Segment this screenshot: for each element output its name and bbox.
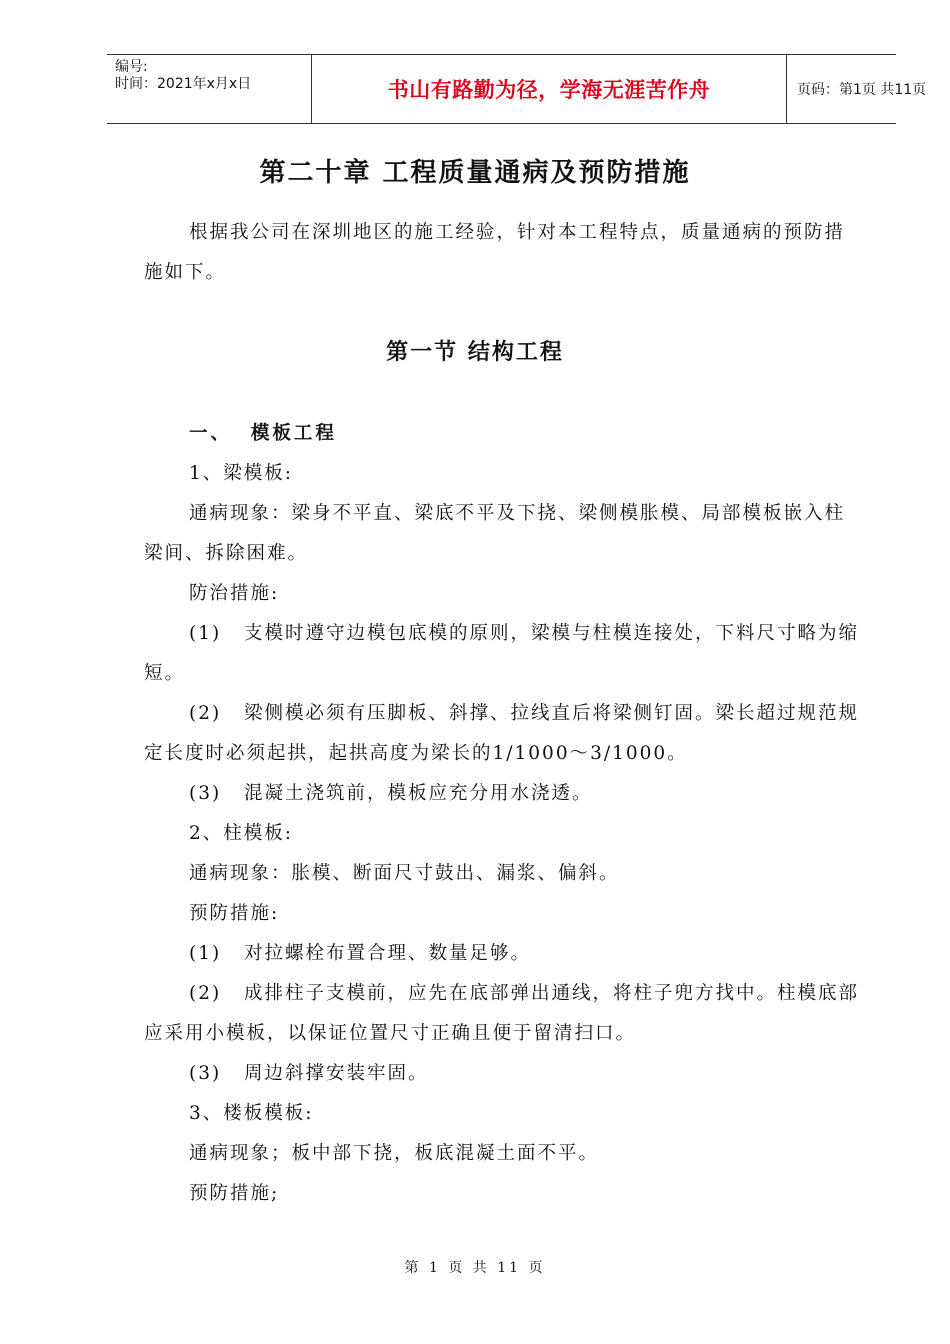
document-header [107,54,927,124]
subsection-number: 一、 [189,423,233,444]
intro-paragraph: 根据我公司在深圳地区的施工经验，针对本工程特点，质量通病的预防措施如下。 [144,222,846,283]
chapter-title: 第二十章 工程质量通病及预防措施 [259,158,691,188]
measure-number: (3) [189,1063,222,1084]
measure-label-column: 预防措施: [189,903,280,924]
item-title-column: 2、柱模板: [189,823,294,844]
subsection-title: 模板工程 [250,423,337,444]
measure-number: (1) [189,623,222,644]
doc-number-label: 编号: [115,59,148,75]
page-footer: 第 1 页 共 11 页 [404,1260,546,1276]
item-title-beam: 1、梁模板: [189,463,294,484]
measure-number: (2) [189,983,222,1004]
measure-beam-2 [144,694,860,774]
measure-number: (1) [189,943,222,964]
measure-text: 混凝土浇筑前，模板应充分用水浇透。 [244,783,593,804]
section-title: 第一节 结构工程 [386,340,564,365]
measure-column-1 [144,934,860,974]
measure-label-beam: 防治措施: [189,583,280,604]
measure-column-2 [144,974,860,1054]
measure-label-slab: 预防措施; [189,1183,280,1204]
measure-text: 周边斜撑安装牢固。 [244,1063,429,1084]
symptom-slab: 通病现象；板中部下挠，板底混凝土面不平。 [189,1143,600,1164]
doc-time-label: 时间：2021年x月x日 [115,76,252,92]
content-body [144,414,860,1214]
header-motto: 书山有路勤为径，学海无涯苦作舟 [311,55,787,123]
symptom-beam: 通病现象：梁身不平直、梁底不平及下挠、梁侧模胀模、局部模板嵌入柱梁间、拆除困难。 [144,503,846,564]
symptom-column: 通病现象：胀模、断面尺寸鼓出、漏浆、偏斜。 [189,863,620,884]
measure-text: 对拉螺栓布置合理、数量足够。 [244,943,532,964]
subsection-heading [144,414,860,454]
measure-number: (2) [189,703,222,724]
measure-number: (3) [189,783,222,804]
measure-text: 梁侧模必须有压脚板、斜撑、拉线直后将梁侧钉固。梁长超过规范规定长度时必须起拱，起拱高度为梁长的1/1000～3/1000。 [144,703,860,764]
measure-column-3 [144,1054,860,1094]
intro-block [144,213,860,293]
measure-text: 成排柱子支模前，应先在底部弹出通线，将柱子兜方找中。柱模底部应采用小模板，以保证位置尺寸正确且便于留清扫口。 [144,983,860,1044]
header-meta [107,55,311,123]
header-page-info: 页码：第1页 共11页 [797,82,927,98]
item-title-slab: 3、楼板模板: [189,1103,314,1124]
measure-text: 支模时遵守边模包底模的原则，梁模与柱模连接处，下料尺寸略为缩短。 [144,623,860,684]
measure-beam-3 [144,774,860,814]
measure-beam-1 [144,614,860,694]
